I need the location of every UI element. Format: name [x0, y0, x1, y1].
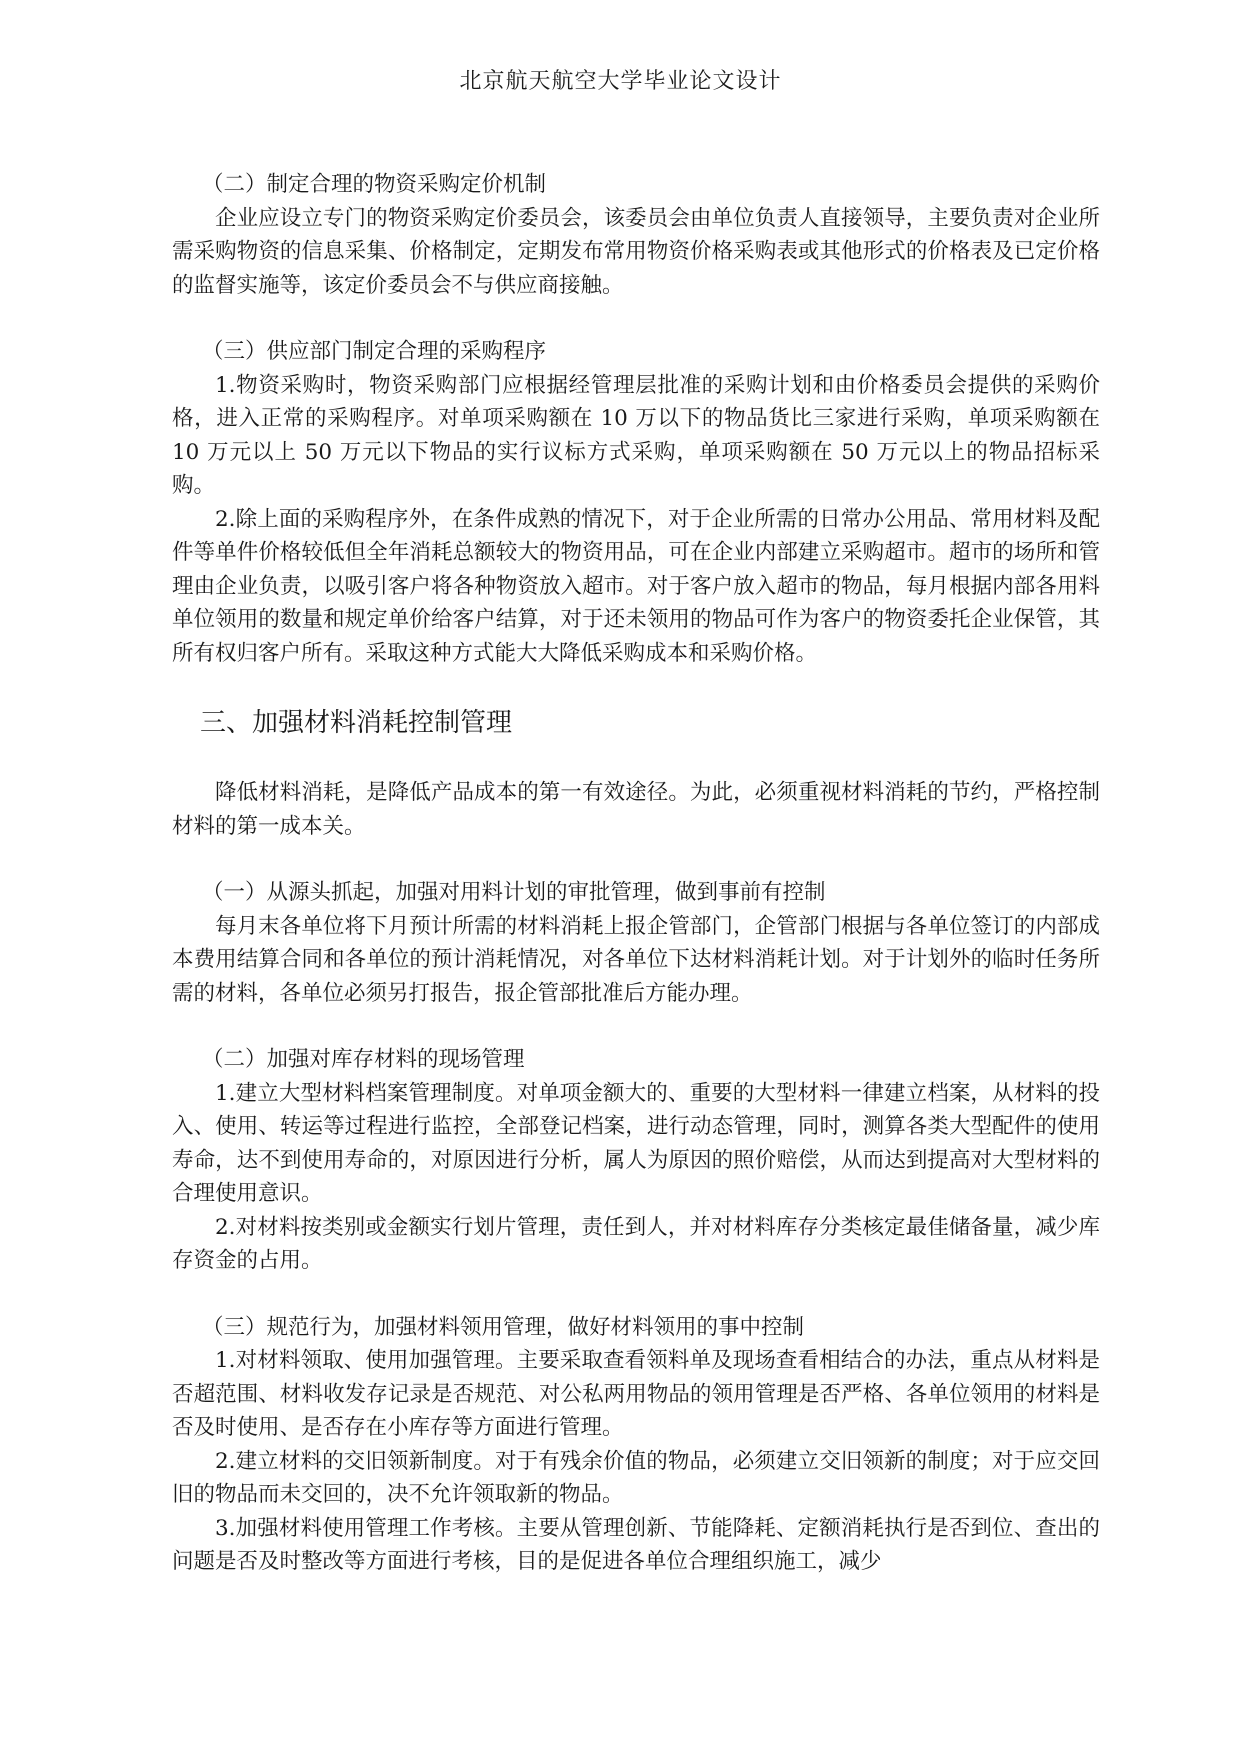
spacer [172, 1010, 1100, 1043]
paragraph: 企业应设立专门的物资采购定价委员会，该委员会由单位负责人直接领导，主要负责对企业所需采购物资的信息采集、价格制定，定期发布常用物资价格采购表或其他形式的价格表及已定价格的监督实施等，该定价委员会不与供应商接触。 [172, 205, 1100, 298]
paragraph: 1.对材料领取、使用加强管理。主要采取查看领料单及现场查看相结合的办法，重点从材料是否超范围、材料收发存记录是否规范、对公私两用物品的领用管理是否严格、各单位领用的材料是否及时使用、是否存在小库存等方面进行管理。 [172, 1348, 1100, 1440]
section-heading: 三、加强材料消耗控制管理 [200, 708, 513, 738]
paragraph: 每月末各单位将下月预计所需的材料消耗上报企管部门，企管部门根据与各单位签订的内部成本费用结算合同和各单位的预计消耗情况，对各单位下达材料消耗计划。对于计划外的临时任务所需的材料，各单位必须另打报告，报企管部批准后方能办理。 [172, 913, 1100, 1006]
document-body [172, 168, 1100, 1579]
paragraph: 2.除上面的采购程序外，在条件成熟的情况下，对于企业所需的日常办公用品、常用材料及配件等单件价格较低但全年消耗总额较大的物资用品，可在企业内部建立采购超市。超市的场所和管理由企业负责，以吸引客户将各种物资放入超市。对于客户放入超市的物品，每月根据内部各用料单位领用的数量和规定单价给客户结算，对于还未领用的物品可作为客户的物资委托企业保管，其所有权归客户所有。采取这种方式能大大降低采购成本和采购价格。 [172, 506, 1100, 666]
subheading: （二）制定合理的物资采购定价机制 [202, 172, 547, 197]
paragraph: 1.物资采购时，物资采购部门应根据经管理层批准的采购计划和由价格委员会提供的采购价格，进入正常的采购程序。对单项采购额在 10 万以下的物品货比三家进行采购，单项采购额在 10 万元以上 50 万元以下物品的实行议标方式采购，单项采购额在 50 万元以上的物品招标采购。 [172, 372, 1100, 498]
paragraph: 1.建立大型材料档案管理制度。对单项金额大的、重要的大型材料一律建立档案，从材料的投入、使用、转运等过程进行监控，全部登记档案，进行动态管理，同时，测算各类大型配件的使用寿命，达不到使用寿命的，对原因进行分析，属人为原因的照价赔偿，从而达到提高对大型材料的合理使用意识。 [172, 1080, 1100, 1206]
subheading: （三）规范行为，加强材料领用管理，做好材料领用的事中控制 [202, 1314, 805, 1340]
running-header: 北京航天航空大学毕业论文设计 [459, 69, 782, 94]
spacer [172, 1278, 1100, 1311]
subheading: （一）从源头抓起，加强对用料计划的审批管理，做到事前有控制 [202, 880, 826, 905]
subheading: （二）加强对库存材料的现场管理 [202, 1047, 525, 1072]
subheading: （三）供应部门制定合理的采购程序 [202, 339, 547, 364]
spacer [172, 670, 1100, 703]
paragraph: 降低材料消耗，是降低产品成本的第一有效途径。为此，必须重视材料消耗的节约，严格控制材料的第一成本关。 [172, 780, 1100, 839]
paragraph: 2.建立材料的交旧领新制度。对于有残余价值的物品，必须建立交旧领新的制度；对于应交回旧的物品而未交回的，决不允许领取新的物品。 [172, 1448, 1100, 1507]
paragraph: 3.加强材料使用管理工作考核。主要从管理创新、节能降耗、定额消耗执行是否到位、查出的问题是否及时整改等方面进行考核，目的是促进各单位合理组织施工，减少 [172, 1515, 1100, 1574]
spacer [172, 743, 1100, 776]
paragraph: 2.对材料按类别或金额实行划片管理，责任到人，并对材料库存分类核定最佳储备量，减少库存资金的占用。 [172, 1214, 1100, 1273]
spacer [172, 302, 1100, 335]
spacer [172, 843, 1100, 876]
